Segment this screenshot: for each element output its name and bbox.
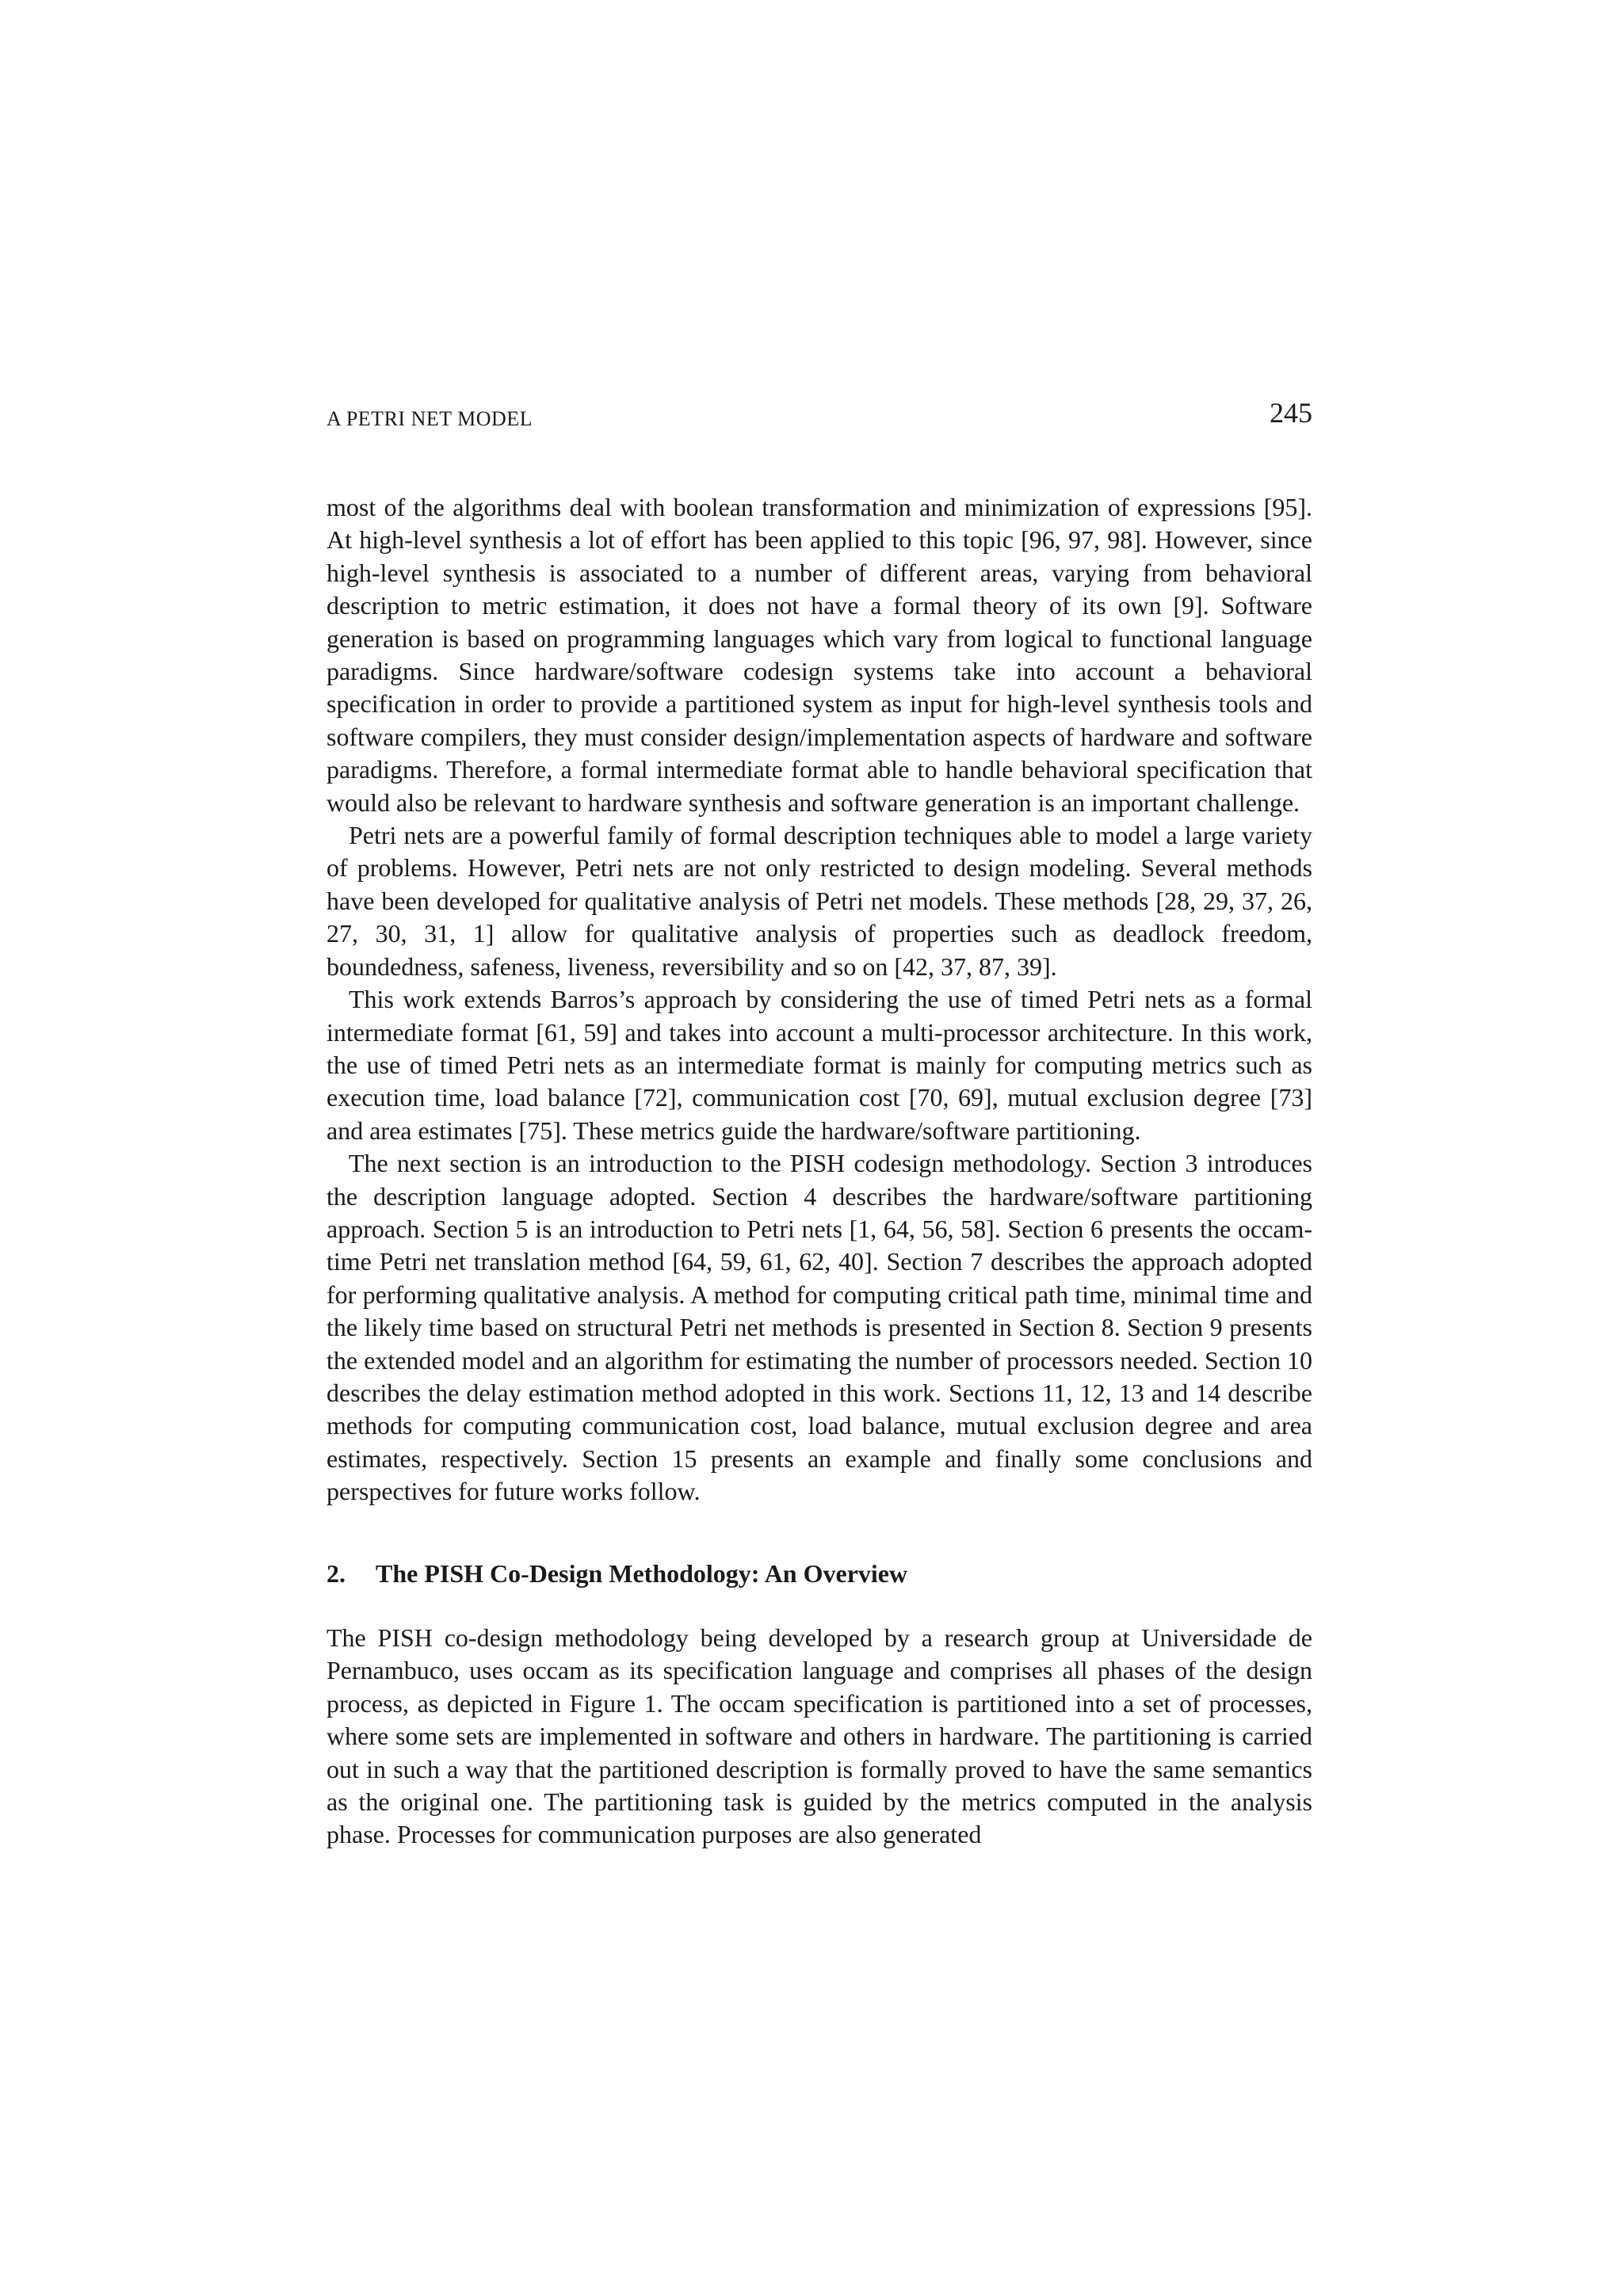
page [327,396,1312,1852]
paragraph-pish-methodology: The PISH co-design methodology being developed by a research group at Universidade de Pernambuco, uses occam as its specification language and comprises all phases of the design process, as depicted in Figure 1. The occam specification is partitioned into a set of processes, where some sets are implemented in software and others in hardware. The partitioning is carried out in such a way that the partitioned description is formally proved to have the same semantics as the original one. The partitioning task is guided by the metrics computed in the analysis phase. Processes for communication purposes are also generated [327,1623,1312,1849]
page-number: 245 [1270,397,1312,429]
paragraph-outline: The next section is an introduction to the PISH codesign methodology. Section 3 introduces the description language adopted. Section 4 describes the hardware/software partitioning approach. Section 5 is an introduction to Petri nets [1, 64, 56, 58]. Section 6 presents the occam-time Petri net translation method [64, 59, 61, 62, 40]. Section 7 describes the approach adopted for performing qualitative analysis. A method for computing critical path time, minimal time and the likely time based on structural Petri net methods is presented in Section 8. Section 9 presents the extended model and an algorithm for estimating the number of processors needed. Section 10 describes the delay estimation method adopted in this work. Sections 11, 12, 13 and 14 describe methods for computing communication cost, load balance, mutual exclusion degree and area estimates, respectively. Section 15 presents an example and finally some conclusions and perspectives for future works follow. [327,1149,1312,1506]
paragraph-continued: most of the algorithms deal with boolean transformation and minimization of expressions [95]. At high-level synthesis a lot of effort has been applied to this topic [96, 97, 98]. However, since high-level synthesis is associated to a number of different areas, varying from behavioral description to metric estimation, it does not have a formal theory of its own [9]. Software generation is based on programming languages which vary from logical to functional language paradigms. Since hardware/software codesign systems take into account a behavioral specification in order to provide a partitioned system as input for high-level synthesis tools and software compilers, they must consider design/implementation aspects of hardware and software paradigms. Therefore, a formal intermediate format able to handle behavioral specification that would also be relevant to hardware synthesis and software generation is an important challenge. [327,493,1312,817]
body-text [327,491,1312,1852]
running-title: A PETRI NET MODEL [327,407,533,430]
running-head [327,396,1312,441]
paragraph-barros-approach: This work extends Barros’s approach by considering the use of timed Petri nets as a formal intermediate format [61, 59] and takes into account a multi-processor architecture. In this work, the use of timed Petri nets as an intermediate format is mainly for computing metrics such as execution time, load balance [72], communication cost [70, 69], mutual exclusion degree [73] and area estimates [75]. These metrics guide the hardware/software partitioning. [327,985,1312,1145]
section-title: The PISH Co-Design Methodology: An Overview [376,1558,908,1588]
section-heading [327,1558,1312,1590]
section-number: 2. [327,1558,346,1588]
paragraph-petri-nets: Petri nets are a powerful family of formal description techniques able to model a large variety of problems. However, Petri nets are not only restricted to design modeling. Several methods have been developed for qualitative analysis of Petri net models. These methods [28, 29, 37, 26, 27, 30, 31, 1] allow for qualitative analysis of properties such as deadlock freedom, boundedness, safeness, liveness, reversibility and so on [42, 37, 87, 39]. [327,821,1312,981]
